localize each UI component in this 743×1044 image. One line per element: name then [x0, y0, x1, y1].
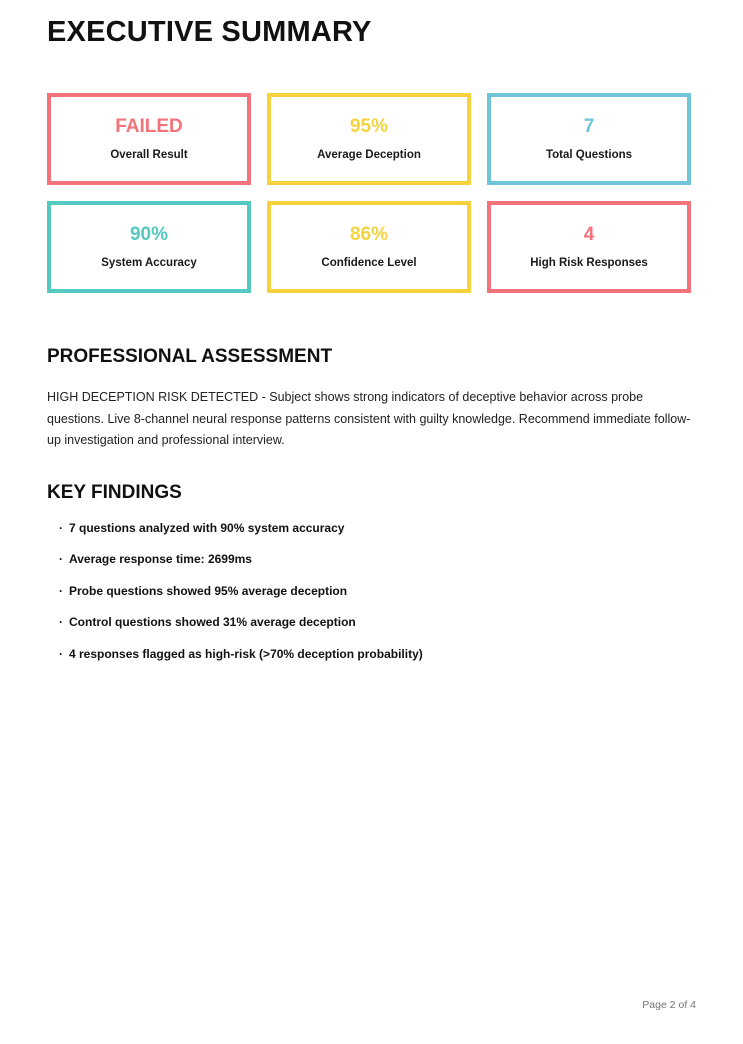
metric-card — [47, 93, 251, 185]
list-item-text: Probe questions showed 95% average deception — [69, 583, 348, 598]
metric-value: FAILED — [115, 115, 183, 137]
metric-value: 90% — [129, 223, 169, 245]
list-item — [47, 615, 695, 629]
metric-card — [47, 201, 251, 293]
list-item-text: Control questions showed 31% average deception — [69, 615, 356, 630]
findings-heading: KEY FINDINGS — [47, 482, 182, 503]
metric-label: Total Questions — [545, 149, 633, 162]
list-item-text: 7 questions analyzed with 90% system accuracy — [69, 521, 345, 535]
bullet-glyph: · — [59, 583, 63, 598]
list-item — [47, 521, 695, 535]
list-item — [47, 584, 695, 598]
page-footer: Page 2 of 4 — [642, 999, 696, 1011]
metric-label: Average Deception — [317, 149, 421, 162]
metric-card — [267, 93, 471, 185]
metrics-card-grid — [47, 93, 695, 293]
metric-card — [487, 201, 691, 293]
key-findings-list — [47, 521, 695, 678]
list-item — [47, 552, 695, 566]
bullet-glyph: · — [59, 521, 63, 535]
list-item-text: Average response time: 2699ms — [69, 552, 252, 567]
list-item-text: 4 responses flagged as high-risk (>70% deception probability) — [69, 646, 423, 661]
metric-label: Confidence Level — [321, 257, 417, 270]
metric-value: 86% — [349, 223, 389, 245]
metric-card — [487, 93, 691, 185]
metric-card — [267, 201, 471, 293]
metric-value: 7 — [583, 115, 595, 137]
metric-label: System Accuracy — [101, 257, 197, 270]
list-item — [47, 647, 695, 661]
assessment-heading: PROFESSIONAL ASSESSMENT — [47, 346, 333, 367]
metric-label: Overall Result — [110, 149, 188, 162]
metric-label: High Risk Responses — [530, 257, 648, 270]
bullet-glyph: · — [59, 646, 63, 661]
page-title: EXECUTIVE SUMMARY — [47, 16, 372, 48]
metric-value: 4 — [583, 223, 595, 245]
assessment-body: HIGH DECEPTION RISK DETECTED - Subject shows strong indicators of deceptive behavior across probe questions. Live 8-channel neural response patterns consistent with guilty knowledge. Recommend immediate follow-up investigation and professional interview. — [47, 390, 691, 447]
bullet-glyph: · — [59, 552, 63, 567]
bullet-glyph: · — [59, 615, 63, 630]
metric-value: 95% — [349, 115, 389, 137]
